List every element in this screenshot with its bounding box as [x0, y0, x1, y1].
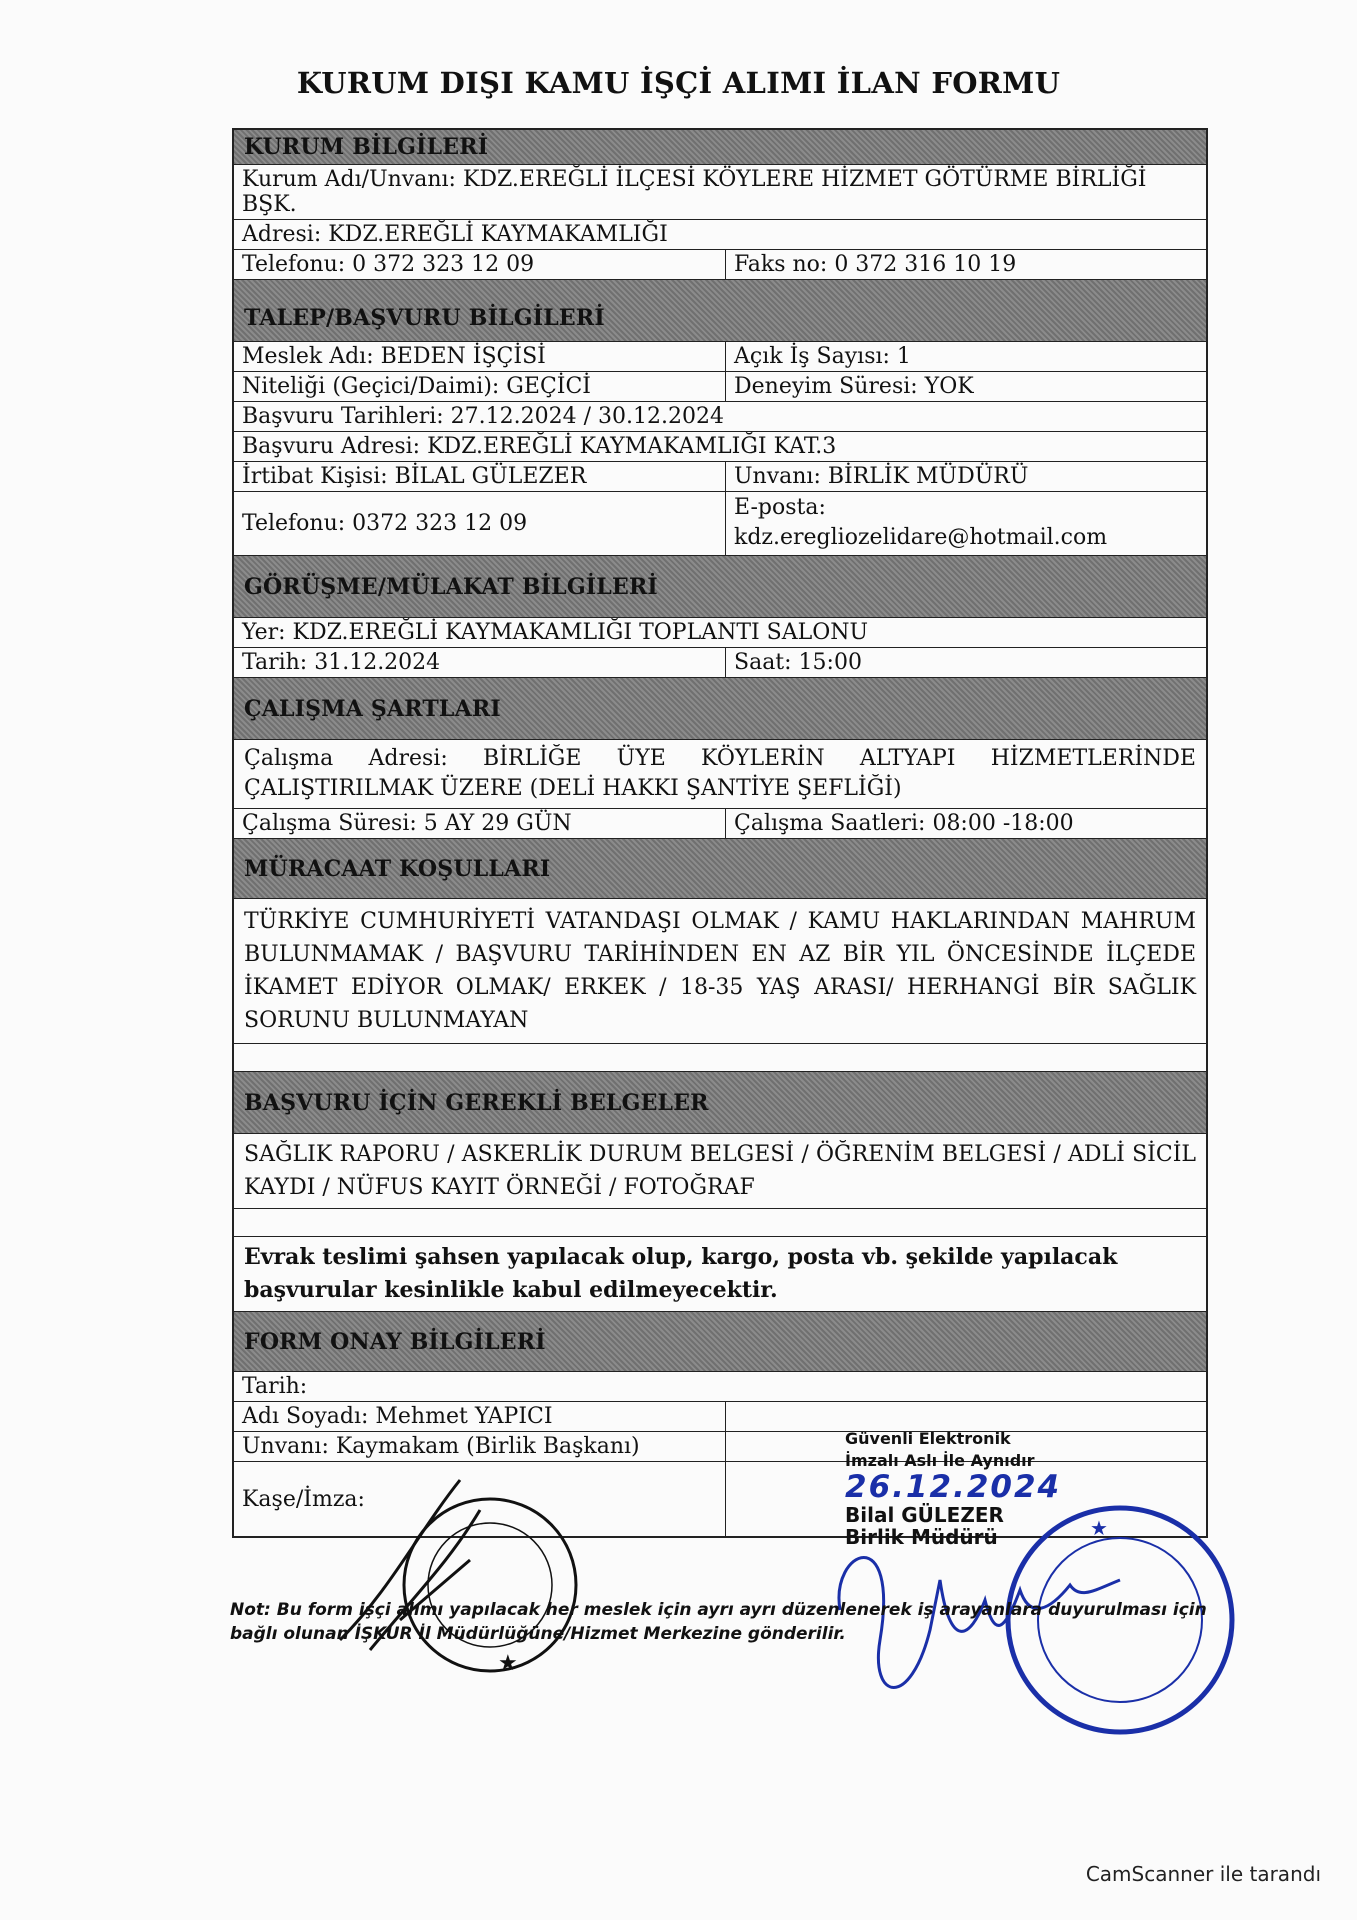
kurum-adres: Adresi: KDZ.EREĞLİ KAYMAKAMLIĞI	[242, 222, 668, 247]
eposta-cell	[726, 492, 1206, 555]
onay-kase-imza: Kaşe/İmza:	[234, 1462, 726, 1536]
deneyim-suresi: Deneyim Süresi: YOK	[734, 374, 974, 399]
e-imza-line2: İmzalı Aslı İle Aynıdır	[845, 1451, 1035, 1470]
meslek-adi: Meslek Adı: BEDEN İŞÇİSİ	[234, 342, 726, 371]
acik-is-sayisi: Açık İş Sayısı: 1	[734, 344, 911, 369]
section-header-calisma	[234, 678, 1206, 740]
e-imza-date: 26.12.2024	[845, 1469, 1062, 1505]
onay-adi-soyadi: Adı Soyadı: Mehmet YAPICI	[234, 1402, 726, 1431]
calisma-adresi: Çalışma Adresi: BİRLİĞE ÜYE KÖYLERİN ALTYAPI HİZMETLERİNDE ÇALIŞTIRILMAK ÜZERE (DELİ HAKKI ŞANTİYE ŞEFLİĞİ)	[244, 746, 1196, 801]
eposta-value: kdz.eregliozelidare@hotmail.com	[734, 525, 1108, 550]
scanner-watermark: CamScanner ile tarandı	[1085, 1862, 1321, 1886]
kaymakam-stamp-and-signature	[330, 1470, 610, 1700]
gorusme-tarih: Tarih: 31.12.2024	[234, 648, 726, 677]
onay-tarih: Tarih:	[242, 1374, 308, 1399]
gorusme-yer: Yer: KDZ.EREĞLİ KAYMAKAMLIĞI TOPLANTI SALONU	[242, 620, 869, 645]
section-header-onay	[234, 1312, 1206, 1372]
section-title: BAŞVURU İÇİN GEREKLİ BELGELER	[244, 1089, 709, 1116]
evrak-notu: Evrak teslimi şahsen yapılacak olup, kargo, posta vb. şekilde yapılacak başvurular kesinlikle kabul edilmeyecektir.	[244, 1244, 1118, 1303]
section-title: GÖRÜŞME/MÜLAKAT BİLGİLERİ	[244, 573, 658, 600]
gerekli-belgeler: SAĞLIK RAPORU / ASKERLİK DURUM BELGESİ / ÖĞRENİM BELGESİ / ADLİ SİCİL KAYDI / NÜFUS KAYIT ÖRNEĞİ / FOTOĞRAF	[244, 1142, 1196, 1200]
section-title: MÜRACAAT KOŞULLARI	[244, 855, 551, 882]
e-imza-name: Bilal GÜLEZER	[845, 1503, 1004, 1527]
section-title: ÇALIŞMA ŞARTLARI	[244, 695, 501, 722]
footnote: Not: Bu form işçi alımı yapılacak her meslek için ayrı ayrı düzenlenerek iş arayanlara duyurulması için bağlı olunan İŞKUR İl Müdürlüğüne/Hizmet Merkezine gönderilir.	[230, 1600, 1207, 1644]
section-header-belgeler	[234, 1072, 1206, 1134]
section-header-kurum	[234, 130, 1206, 165]
kurum-faks: Faks no: 0 372 316 10 19	[734, 252, 1017, 277]
kurum-adi: Kurum Adı/Unvanı: KDZ.EREĞLİ İLÇESİ KÖYLERE HİZMET GÖTÜRME BİRLİĞİ BŞK.	[242, 167, 1147, 217]
niteligi: Niteliği (Geçici/Daimi): GEÇİCİ	[234, 372, 726, 401]
svg-text:★: ★	[1090, 1516, 1108, 1540]
irtibat-unvani: Unvanı: BİRLİK MÜDÜRÜ	[734, 464, 1029, 489]
form-table	[232, 128, 1208, 1538]
section-title: TALEP/BAŞVURU BİLGİLERİ	[244, 304, 605, 331]
e-imza-title: Birlik Müdürü	[845, 1525, 998, 1549]
calisma-suresi: Çalışma Süresi: 5 AY 29 GÜN	[234, 809, 726, 838]
section-title: KURUM BİLGİLERİ	[244, 134, 489, 160]
empty-cell	[726, 1402, 1206, 1431]
section-header-talep	[234, 280, 1206, 342]
blank-row	[234, 1044, 1206, 1072]
form-title: KURUM DIŞI KAMU İŞÇİ ALIMI İLAN FORMU	[296, 66, 1061, 100]
irtibat-telefon: Telefonu: 0372 323 12 09	[234, 492, 726, 555]
basvuru-adresi: Başvuru Adresi: KDZ.EREĞLİ KAYMAKAMLIĞI KAT.3	[242, 434, 837, 459]
section-header-gorusme	[234, 556, 1206, 618]
blank-row	[234, 1209, 1206, 1237]
section-header-muracaat	[234, 839, 1206, 899]
section-title: FORM ONAY BİLGİLERİ	[244, 1328, 546, 1355]
e-imza-line1: Güvenli Elektronik	[845, 1429, 1011, 1448]
onay-unvani: Unvanı: Kaymakam (Birlik Başkanı)	[234, 1432, 726, 1461]
kurum-telefon: Telefonu: 0 372 323 12 09	[234, 250, 726, 279]
muracaat-kosullari: TÜRKİYE CUMHURİYETİ VATANDAŞI OLMAK / KAMU HAKLARINDAN MAHRUM BULUNMAMAK / BAŞVURU TARİHİNDEN EN AZ BİR YIL ÖNCESİNDE İLÇEDE İKAMET EDİYOR OLMAK/ ERKEK / 18-35 YAŞ ARASI/ HERHANGİ BİR SAĞLIK SORUNU BULUNMAYAN	[244, 909, 1196, 1033]
irtibat-kisisi: İrtibat Kişisi: BİLAL GÜLEZER	[234, 462, 726, 491]
svg-text:★: ★	[498, 1651, 518, 1676]
calisma-saatleri: Çalışma Saatleri: 08:00 -18:00	[734, 811, 1074, 836]
gorusme-saat: Saat: 15:00	[734, 650, 862, 675]
eposta-label: E-posta:	[734, 495, 826, 520]
basvuru-tarihleri: Başvuru Tarihleri: 27.12.2024 / 30.12.2024	[242, 404, 724, 429]
